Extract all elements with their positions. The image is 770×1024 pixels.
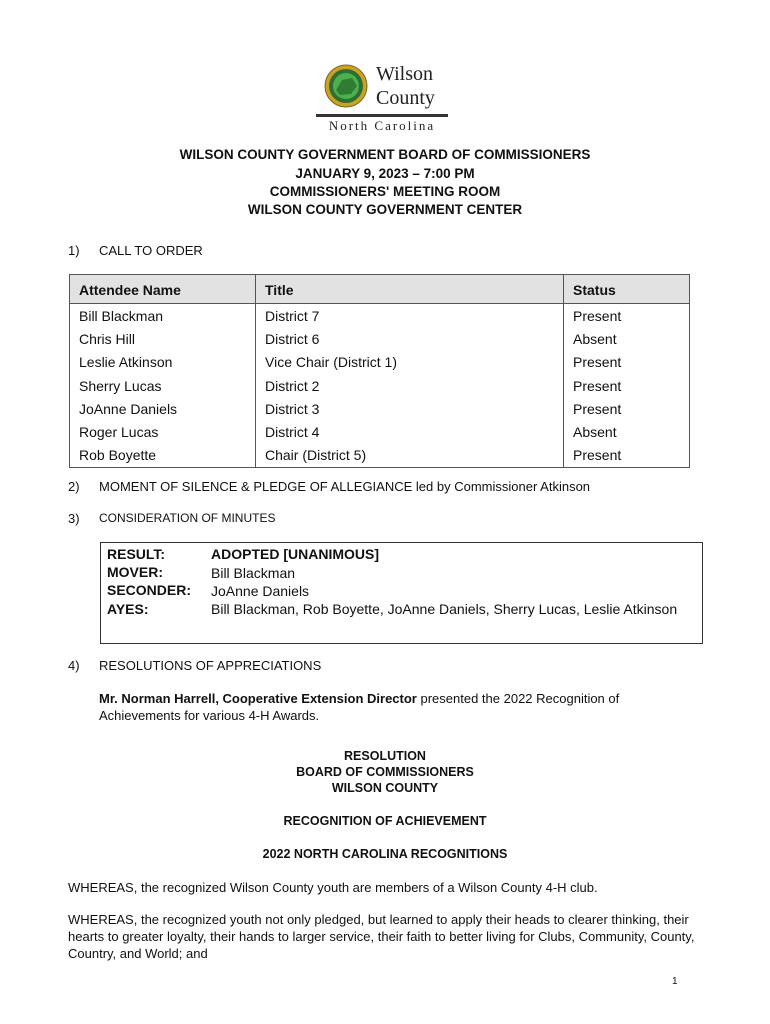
attendee-title: District 3 — [256, 397, 564, 420]
attendee-status: Present — [564, 444, 690, 468]
resolution-heading-3: WILSON COUNTY — [331, 781, 439, 795]
attendee-title: District 2 — [256, 374, 564, 397]
item-number: 2) — [68, 479, 80, 494]
header-line-1: WILSON COUNTY GOVERNMENT BOARD OF COMMISSIONERS — [179, 147, 591, 162]
logo-name-line1: Wilson — [376, 63, 433, 85]
table-row — [70, 444, 690, 468]
attendee-status: Present — [564, 304, 690, 328]
item-number: 1) — [68, 243, 80, 258]
attendee-table — [69, 274, 690, 468]
county-seal-icon — [324, 64, 368, 108]
column-header-name: Attendee Name — [70, 275, 256, 304]
attendee-name: JoAnne Daniels — [70, 397, 256, 420]
table-row — [70, 351, 690, 374]
item-text: CALL TO ORDER — [99, 243, 203, 258]
logo-name-line2: County — [376, 87, 435, 109]
attendee-title: District 6 — [256, 327, 564, 350]
table-row — [70, 420, 690, 443]
attendee-status: Absent — [564, 327, 690, 350]
result-label: RESULT: — [107, 546, 166, 562]
resolution-heading-2: BOARD OF COMMISSIONERS — [296, 765, 474, 779]
header-line-4: WILSON COUNTY GOVERNMENT CENTER — [247, 202, 523, 217]
mover-value: Bill Blackman — [211, 565, 296, 581]
attendee-name: Leslie Atkinson — [70, 351, 256, 374]
attendee-status: Present — [564, 374, 690, 397]
attendee-name: Chris Hill — [70, 327, 256, 350]
attendee-name: Sherry Lucas — [70, 374, 256, 397]
county-logo — [316, 60, 456, 136]
presentation-text: presented the 2022 Recognition of Achievements for various 4-H Awards. — [99, 691, 620, 723]
minutes-result-box — [100, 542, 703, 644]
resolution-subtitle: 2022 NORTH CAROLINA RECOGNITIONS — [262, 847, 508, 861]
logo-rule — [316, 114, 448, 117]
page-number: 1 — [672, 976, 678, 987]
item-text: CONSIDERATION OF MINUTES — [99, 511, 276, 525]
item-number: 4) — [68, 658, 80, 673]
resolution-heading-1: RESOLUTION — [344, 749, 426, 763]
presentation-paragraph — [99, 690, 679, 724]
attendee-name: Rob Boyette — [70, 444, 256, 468]
seconder-value: JoAnne Daniels — [211, 583, 310, 599]
item-text: RESOLUTIONS OF APPRECIATIONS — [99, 658, 322, 673]
item-text: MOMENT OF SILENCE & PLEDGE OF ALLEGIANCE led by Commissioner Atkinson — [99, 479, 591, 494]
attendee-title: District 7 — [256, 304, 564, 328]
whereas-paragraph-2: WHEREAS, the recognized youth not only pledged, but learned to apply their heads to clearer thinking, their hearts to greater loyalty, their hands to larger service, their faith to better living for Clubs, Community, County, Country, and World; and — [68, 912, 695, 961]
table-row — [70, 397, 690, 420]
attendee-name: Bill Blackman — [70, 304, 256, 328]
result-value: ADOPTED [UNANIMOUS] — [211, 546, 379, 562]
attendee-status: Absent — [564, 420, 690, 443]
mover-label: MOVER: — [107, 564, 163, 580]
whereas-paragraph-1: WHEREAS, the recognized Wilson County youth are members of a Wilson County 4-H club. — [68, 880, 598, 895]
ayes-label: AYES: — [107, 601, 149, 617]
column-header-status: Status — [564, 275, 690, 304]
header-line-2: JANUARY 9, 2023 – 7:00 PM — [295, 166, 475, 181]
table-row — [70, 304, 690, 328]
attendee-title: District 4 — [256, 420, 564, 443]
attendee-status: Present — [564, 351, 690, 374]
attendee-name: Roger Lucas — [70, 420, 256, 443]
attendee-status: Present — [564, 397, 690, 420]
column-header-title: Title — [256, 275, 564, 304]
table-row — [70, 327, 690, 350]
attendee-title: Vice Chair (District 1) — [256, 351, 564, 374]
header-line-3: COMMISSIONERS' MEETING ROOM — [269, 184, 501, 199]
item-number: 3) — [68, 511, 80, 526]
seconder-label: SECONDER: — [107, 582, 192, 598]
attendee-title: Chair (District 5) — [256, 444, 564, 468]
table-row — [70, 374, 690, 397]
presenter-name: Mr. Norman Harrell, Cooperative Extension Director — [99, 691, 417, 706]
resolution-title: RECOGNITION OF ACHIEVEMENT — [283, 814, 487, 828]
logo-state: North Carolina — [328, 118, 436, 133]
ayes-value: Bill Blackman, Rob Boyette, JoAnne Daniels, Sherry Lucas, Leslie Atkinson — [211, 601, 678, 617]
table-header-row — [70, 275, 690, 304]
